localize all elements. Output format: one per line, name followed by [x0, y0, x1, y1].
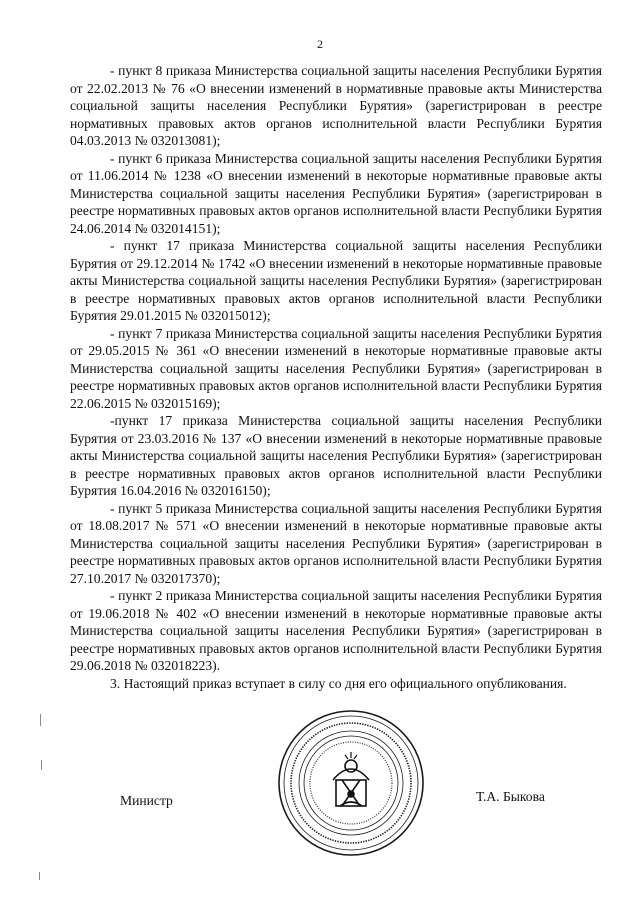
- paragraph-6: - пункт 5 приказа Министерства социальной защиты населения Республики Бурятия от 18.08.2017 № 571 «О внесении изменений в некоторые нормативные правовые акты Министерства социальной защиты населения Республики Бурятия» (зарегистрирован в реестре нормативных правовых актов органов исполнительной власти Республики Бурятия 27.10.2017 № 032017370);: [70, 500, 602, 586]
- paragraph-3: - пункт 17 приказа Министерства социальной защиты населения Республики Бурятия от 29.12.2014 № 1742 «О внесении изменений в некоторые нормативные правовые акты Министерства социальной защиты населения Республики Бурятия» (зарегистрирован в реестре нормативных правовых актов органов исполнительной власти Республики Бурятия 29.01.2015 № 032015012);: [70, 238, 602, 323]
- scan-mark: [40, 714, 41, 726]
- page-number: 2: [317, 37, 323, 51]
- paragraph-5: -пункт 17 приказа Министерства социальной защиты населения Республики Бурятия от 23.03.2016 № 137 «О внесении изменений в некоторые нормативные правовые акты Министерства социальной защиты населения Республики Бурятия» (зарегистрирован в реестре нормативных правовых актов органов исполнительной власти Республики Бурятия 16.04.2016 № 032016150);: [70, 413, 602, 498]
- signatory-name: Т.А. Быкова: [476, 789, 545, 804]
- paragraph-8: 3. Настоящий приказ вступает в силу со дня его официального опубликования.: [110, 675, 567, 691]
- official-seal-stamp: [276, 708, 426, 858]
- seal-emblem: [333, 760, 369, 806]
- document-body: [70, 62, 602, 692]
- scan-mark: [41, 760, 42, 770]
- paragraph-7: - пункт 2 приказа Министерства социальной защиты населения Республики Бурятия от 19.06.2018 № 402 «О внесении изменений в некоторые нормативные правовые акты Министерства социальной защиты населения Республики Бурятия» (зарегистрирован в реестре нормативных правовых актов органов исполнительной власти Республики Бурятия 29.06.2018 № 032018223).: [70, 588, 602, 673]
- paragraph-1: - пункт 8 приказа Министерства социальной защиты населения Республики Бурятия от 22.02.2013 № 76 «О внесении изменений в нормативные правовые акты Министерства социальной защиты населения Республики Бурятия» (зарегистрирован в реестре нормативных правовых актов органов исполнительной власти Республики Бурятия 04.03.2013 № 032013081);: [70, 63, 602, 148]
- paragraph-4: - пункт 7 приказа Министерства социальной защиты населения Республики Бурятия от 29.05.2015 № 361 «О внесении изменений в некоторые нормативные правовые акты Министерства социальной защиты населения Республики Бурятия» (зарегистрирован в реестре нормативных правовых актов органов исполнительной власти Республики Бурятия 22.06.2015 № 032015169);: [70, 325, 602, 411]
- paragraph-2: - пункт 6 приказа Министерства социальной защиты населения Республики Бурятия от 11.06.2014 № 1238 «О внесении изменений в некоторые нормативные правовые акты Министерства социальной защиты населения Республики Бурятия» (зарегистрирован в реестре нормативных правовых актов органов исполнительной власти Республики Бурятия 24.06.2014 № 032014151);: [70, 150, 602, 236]
- signatory-title: Министр: [120, 793, 173, 808]
- scan-mark: [39, 872, 40, 880]
